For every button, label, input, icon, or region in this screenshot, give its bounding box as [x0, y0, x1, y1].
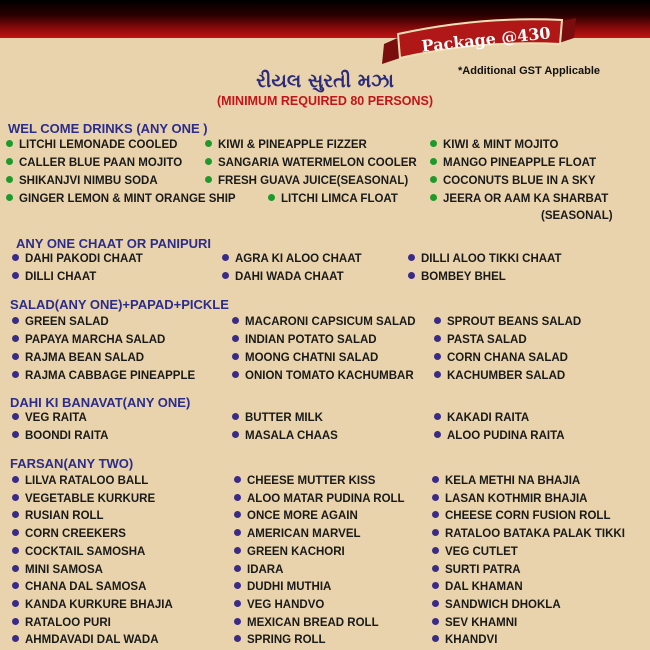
section-heading-welcome-drinks: WEL COME DRINKS (ANY ONE ) — [8, 121, 208, 136]
list-item: PAPAYA MARCHA SALAD — [12, 333, 165, 347]
list-item: KHANDVI — [432, 633, 497, 647]
list-item: LITCHI LEMONADE COOLED — [6, 138, 177, 152]
list-item: CHANA DAL SAMOSA — [12, 580, 146, 594]
list-item: DUDHI MUTHIA — [234, 580, 331, 594]
list-item: AMERICAN MARVEL — [234, 527, 361, 541]
bullet-icon — [234, 494, 241, 501]
bullet-icon — [12, 529, 19, 536]
bullet-icon — [12, 582, 19, 589]
list-item: LILVA RATALOO BALL — [12, 474, 148, 488]
list-item: KACHUMBER SALAD — [434, 369, 565, 383]
section-heading-farsan: FARSAN(ANY TWO) — [10, 456, 134, 471]
bullet-icon — [12, 335, 19, 342]
bullet-icon — [12, 476, 19, 483]
bullet-icon — [432, 511, 439, 518]
package-price-label: Package @430 — [420, 23, 552, 56]
list-item: MEXICAN BREAD ROLL — [234, 616, 379, 630]
list-item: CORN CREEKERS — [12, 527, 126, 541]
bullet-icon — [232, 353, 239, 360]
list-item: BOMBEY BHEL — [408, 270, 506, 284]
list-item: FRESH GUAVA JUICE(SEASONAL) — [205, 174, 408, 188]
list-item: SANDWICH DHOKLA — [432, 598, 561, 612]
list-item: RUSIAN ROLL — [12, 509, 104, 523]
list-item: DAHI PAKODI CHAAT — [12, 252, 143, 266]
list-item: RAJMA BEAN SALAD — [12, 351, 144, 365]
list-item: MOONG CHATNI SALAD — [232, 351, 378, 365]
list-item: VEG HANDVO — [234, 598, 324, 612]
list-item: GREEN KACHORI — [234, 545, 345, 559]
bullet-icon — [12, 547, 19, 554]
list-item: DAL KHAMAN — [432, 580, 523, 594]
bullet-icon — [434, 353, 441, 360]
bullet-icon — [234, 529, 241, 536]
bullet-icon — [234, 600, 241, 607]
bullet-icon — [430, 194, 437, 201]
list-item: KIWI & MINT MOJITO — [430, 138, 558, 152]
list-item: JEERA OR AAM KA SHARBAT — [430, 192, 608, 206]
list-item: COCKTAIL SAMOSHA — [12, 545, 145, 559]
bullet-icon — [6, 176, 13, 183]
list-item: KELA METHI NA BHAJIA — [432, 474, 580, 488]
list-item: DILLI CHAAT — [12, 270, 96, 284]
bullet-icon — [12, 272, 19, 279]
list-item: LITCHI LIMCA FLOAT — [268, 192, 398, 206]
bullet-icon — [12, 353, 19, 360]
bullet-icon — [6, 140, 13, 147]
list-item: GREEN SALAD — [12, 315, 109, 329]
bullet-icon — [6, 194, 13, 201]
list-item: VEGETABLE KURKURE — [12, 492, 155, 506]
bullet-icon — [234, 582, 241, 589]
package-price-banner — [380, 18, 580, 66]
bullet-icon — [430, 176, 437, 183]
section-heading-salad: SALAD(ANY ONE)+PAPAD+PICKLE — [10, 297, 229, 312]
bullet-icon — [12, 317, 19, 324]
bullet-icon — [434, 317, 441, 324]
bullet-icon — [234, 547, 241, 554]
bullet-icon — [408, 272, 415, 279]
bullet-icon — [234, 565, 241, 572]
section-heading-chaat: ANY ONE CHAAT OR PANIPURI — [16, 236, 212, 251]
list-item: INDIAN POTATO SALAD — [232, 333, 377, 347]
list-item: BOONDI RAITA — [12, 429, 108, 443]
list-item: MACARONI CAPSICUM SALAD — [232, 315, 416, 329]
bullet-icon — [432, 565, 439, 572]
list-item: VEG CUTLET — [432, 545, 518, 559]
seasonal-note: (SEASONAL) — [541, 210, 613, 222]
bullet-icon — [205, 158, 212, 165]
list-item: LASAN KOTHMIR BHAJIA — [432, 492, 587, 506]
bullet-icon — [234, 635, 241, 642]
list-item: ALOO PUDINA RAITA — [434, 429, 565, 443]
list-item: KAKADI RAITA — [434, 411, 529, 425]
bullet-icon — [432, 582, 439, 589]
bullet-icon — [222, 254, 229, 261]
bullet-icon — [432, 529, 439, 536]
bullet-icon — [12, 600, 19, 607]
bullet-icon — [205, 176, 212, 183]
bullet-icon — [234, 511, 241, 518]
list-item: COCONUTS BLUE IN A SKY — [430, 174, 596, 188]
list-item: DAHI WADA CHAAT — [222, 270, 344, 284]
section-heading-dahi: DAHI KI BANAVAT(ANY ONE) — [10, 395, 191, 410]
list-item: RATALOO PURI — [12, 616, 111, 630]
list-item: SHIKANJVI NIMBU SODA — [6, 174, 158, 188]
list-item: MINI SAMOSA — [12, 563, 103, 577]
bullet-icon — [232, 413, 239, 420]
list-item: MASALA CHAAS — [232, 429, 338, 443]
list-item: ONCE MORE AGAIN — [234, 509, 358, 523]
list-item: RATALOO BATAKA PALAK TIKKI — [432, 527, 625, 541]
gst-note: *Additional GST Applicable — [458, 65, 600, 77]
list-item: GINGER LEMON & MINT ORANGE SHIP — [6, 192, 236, 206]
page-title: રીયલ સુરતી મઝા — [256, 70, 394, 92]
bullet-icon — [205, 140, 212, 147]
list-item: SEV KHAMNI — [432, 616, 517, 630]
list-item: CALLER BLUE PAAN MOJITO — [6, 156, 182, 170]
list-item: ALOO MATAR PUDINA ROLL — [234, 492, 405, 506]
bullet-icon — [268, 194, 275, 201]
list-item: RAJMA CABBAGE PINEAPPLE — [12, 369, 195, 383]
bullet-icon — [234, 476, 241, 483]
bullet-icon — [232, 431, 239, 438]
bullet-icon — [432, 494, 439, 501]
list-item: KIWI & PINEAPPLE FIZZER — [205, 138, 367, 152]
list-item: MANGO PINEAPPLE FLOAT — [430, 156, 596, 170]
list-item: CHEESE CORN FUSION ROLL — [432, 509, 610, 523]
list-item: CORN CHANA SALAD — [434, 351, 568, 365]
list-item: ONION TOMATO KACHUMBAR — [232, 369, 414, 383]
bullet-icon — [222, 272, 229, 279]
bullet-icon — [430, 158, 437, 165]
list-item: SPROUT BEANS SALAD — [434, 315, 581, 329]
bullet-icon — [232, 371, 239, 378]
minimum-persons-note: (MINIMUM REQUIRED 80 PERSONS) — [217, 94, 433, 108]
list-item: SANGARIA WATERMELON COOLER — [205, 156, 417, 170]
bullet-icon — [432, 476, 439, 483]
bullet-icon — [432, 618, 439, 625]
bullet-icon — [12, 254, 19, 261]
bullet-icon — [12, 431, 19, 438]
bullet-icon — [6, 158, 13, 165]
list-item: DILLI ALOO TIKKI CHAAT — [408, 252, 562, 266]
list-item: PASTA SALAD — [434, 333, 527, 347]
bullet-icon — [434, 431, 441, 438]
bullet-icon — [12, 371, 19, 378]
bullet-icon — [434, 413, 441, 420]
list-item: KANDA KURKURE BHAJIA — [12, 598, 173, 612]
list-item: IDARA — [234, 563, 283, 577]
bullet-icon — [12, 413, 19, 420]
bullet-icon — [12, 511, 19, 518]
list-item: SURTI PATRA — [432, 563, 521, 577]
bullet-icon — [232, 335, 239, 342]
bullet-icon — [432, 635, 439, 642]
list-item: VEG RAITA — [12, 411, 87, 425]
bullet-icon — [432, 547, 439, 554]
list-item: BUTTER MILK — [232, 411, 323, 425]
bullet-icon — [430, 140, 437, 147]
list-item: AHMDAVADI DAL WADA — [12, 633, 159, 647]
list-item: CHEESE MUTTER KISS — [234, 474, 375, 488]
bullet-icon — [232, 317, 239, 324]
bullet-icon — [434, 371, 441, 378]
bullet-icon — [434, 335, 441, 342]
bullet-icon — [12, 618, 19, 625]
bullet-icon — [234, 618, 241, 625]
bullet-icon — [432, 600, 439, 607]
bullet-icon — [12, 565, 19, 572]
list-item: AGRA KI ALOO CHAAT — [222, 252, 362, 266]
bullet-icon — [408, 254, 415, 261]
bullet-icon — [12, 494, 19, 501]
list-item: SPRING ROLL — [234, 633, 326, 647]
bullet-icon — [12, 635, 19, 642]
